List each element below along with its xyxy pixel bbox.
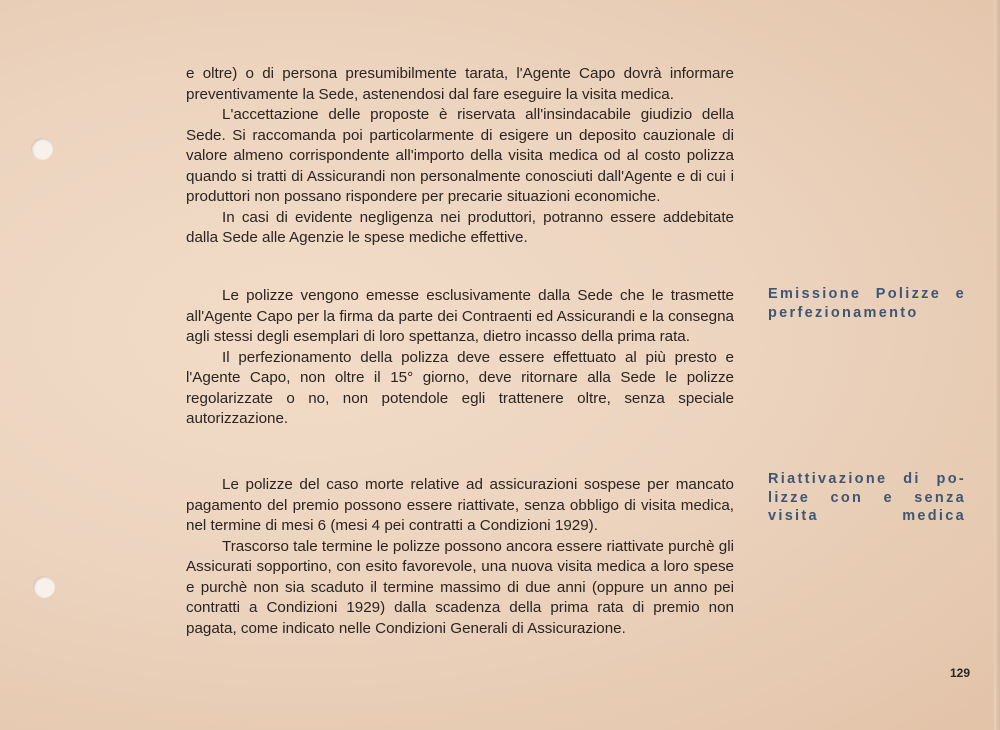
text-block-emissione — [186, 286, 734, 430]
heading-line: Riattivazione di po- — [768, 471, 966, 487]
side-heading-riattivazione — [768, 470, 966, 526]
paragraph: Trascorso tale termine le polizze possono ancora essere riattivate purchè gli Assicurati sopportino, con esito favorevole, una nuova visita medica a loro spese e purchè non sia scaduto il termine massimo di due anni (oppure un anno pei contratti a Condizioni 1929) dalla scadenza della prima rata di premio non pagata, come indicato nelle Condizioni Generali di Assicurazione. — [186, 537, 734, 637]
text-block-visita-medica — [186, 64, 734, 249]
punch-hole-top — [31, 138, 53, 160]
paragraph: L'accettazione delle proposte è riservata all'insindacabile giudizio della Sede. Si raccomanda poi particolarmente di esigere un deposito cauzionale di valore almeno corrispondente all'importo della visita medica od al costo polizza quando si tratti di Assicurandi non personalmente conosciuti dall'Agente e di cui i produttori non possano rispondere per precarie situazioni economiche. — [186, 106, 734, 205]
punch-hole-bottom — [33, 576, 55, 598]
heading-line: visita medica — [768, 508, 966, 524]
paragraph: Le polizze del caso morte relative ad assicurazioni sospese per mancato pagamento del premio possono essere riattivate, senza obbligo di visita medica, nel termine di mesi 6 (mesi 4 pei contratti a Condizioni 1929). — [186, 476, 734, 534]
paragraph: Le polizze vengono emesse esclusivamente dalla Sede che le trasmette all'Agente Capo per la firma da parte dei Contraenti ed Assicurandi e la consegna agli stessi degli esemplari di loro spettanza, dietro incasso della prima rata. — [186, 287, 734, 345]
side-heading-emissione — [768, 285, 966, 322]
page-edge — [994, 0, 1000, 730]
heading-line: Emissione Polizze e — [768, 286, 966, 302]
text-block-riattivazione — [186, 475, 734, 639]
paragraph: In casi di evidente negligenza nei produttori, potranno essere addebitate dalla Sede alle Agenzie le spese mediche effettive. — [186, 208, 734, 246]
paragraph: Il perfezionamento della polizza deve essere effettuato al più presto e l'Agente Capo, non oltre il 15° giorno, deve ritornare alla Sede le polizze regolarizzate o no, non potendole egli trattenere oltre, senza speciale autorizzazione. — [186, 348, 734, 427]
paragraph: e oltre) o di persona presumibilmente tarata, l'Agente Capo dovrà informare preventivamente la Sede, astenendosi dal fare eseguire la visita medica. — [186, 65, 734, 103]
heading-line: lizze con e senza — [768, 489, 966, 506]
heading-line: perfezionamento — [768, 304, 919, 321]
page-number: 129 — [950, 666, 971, 680]
